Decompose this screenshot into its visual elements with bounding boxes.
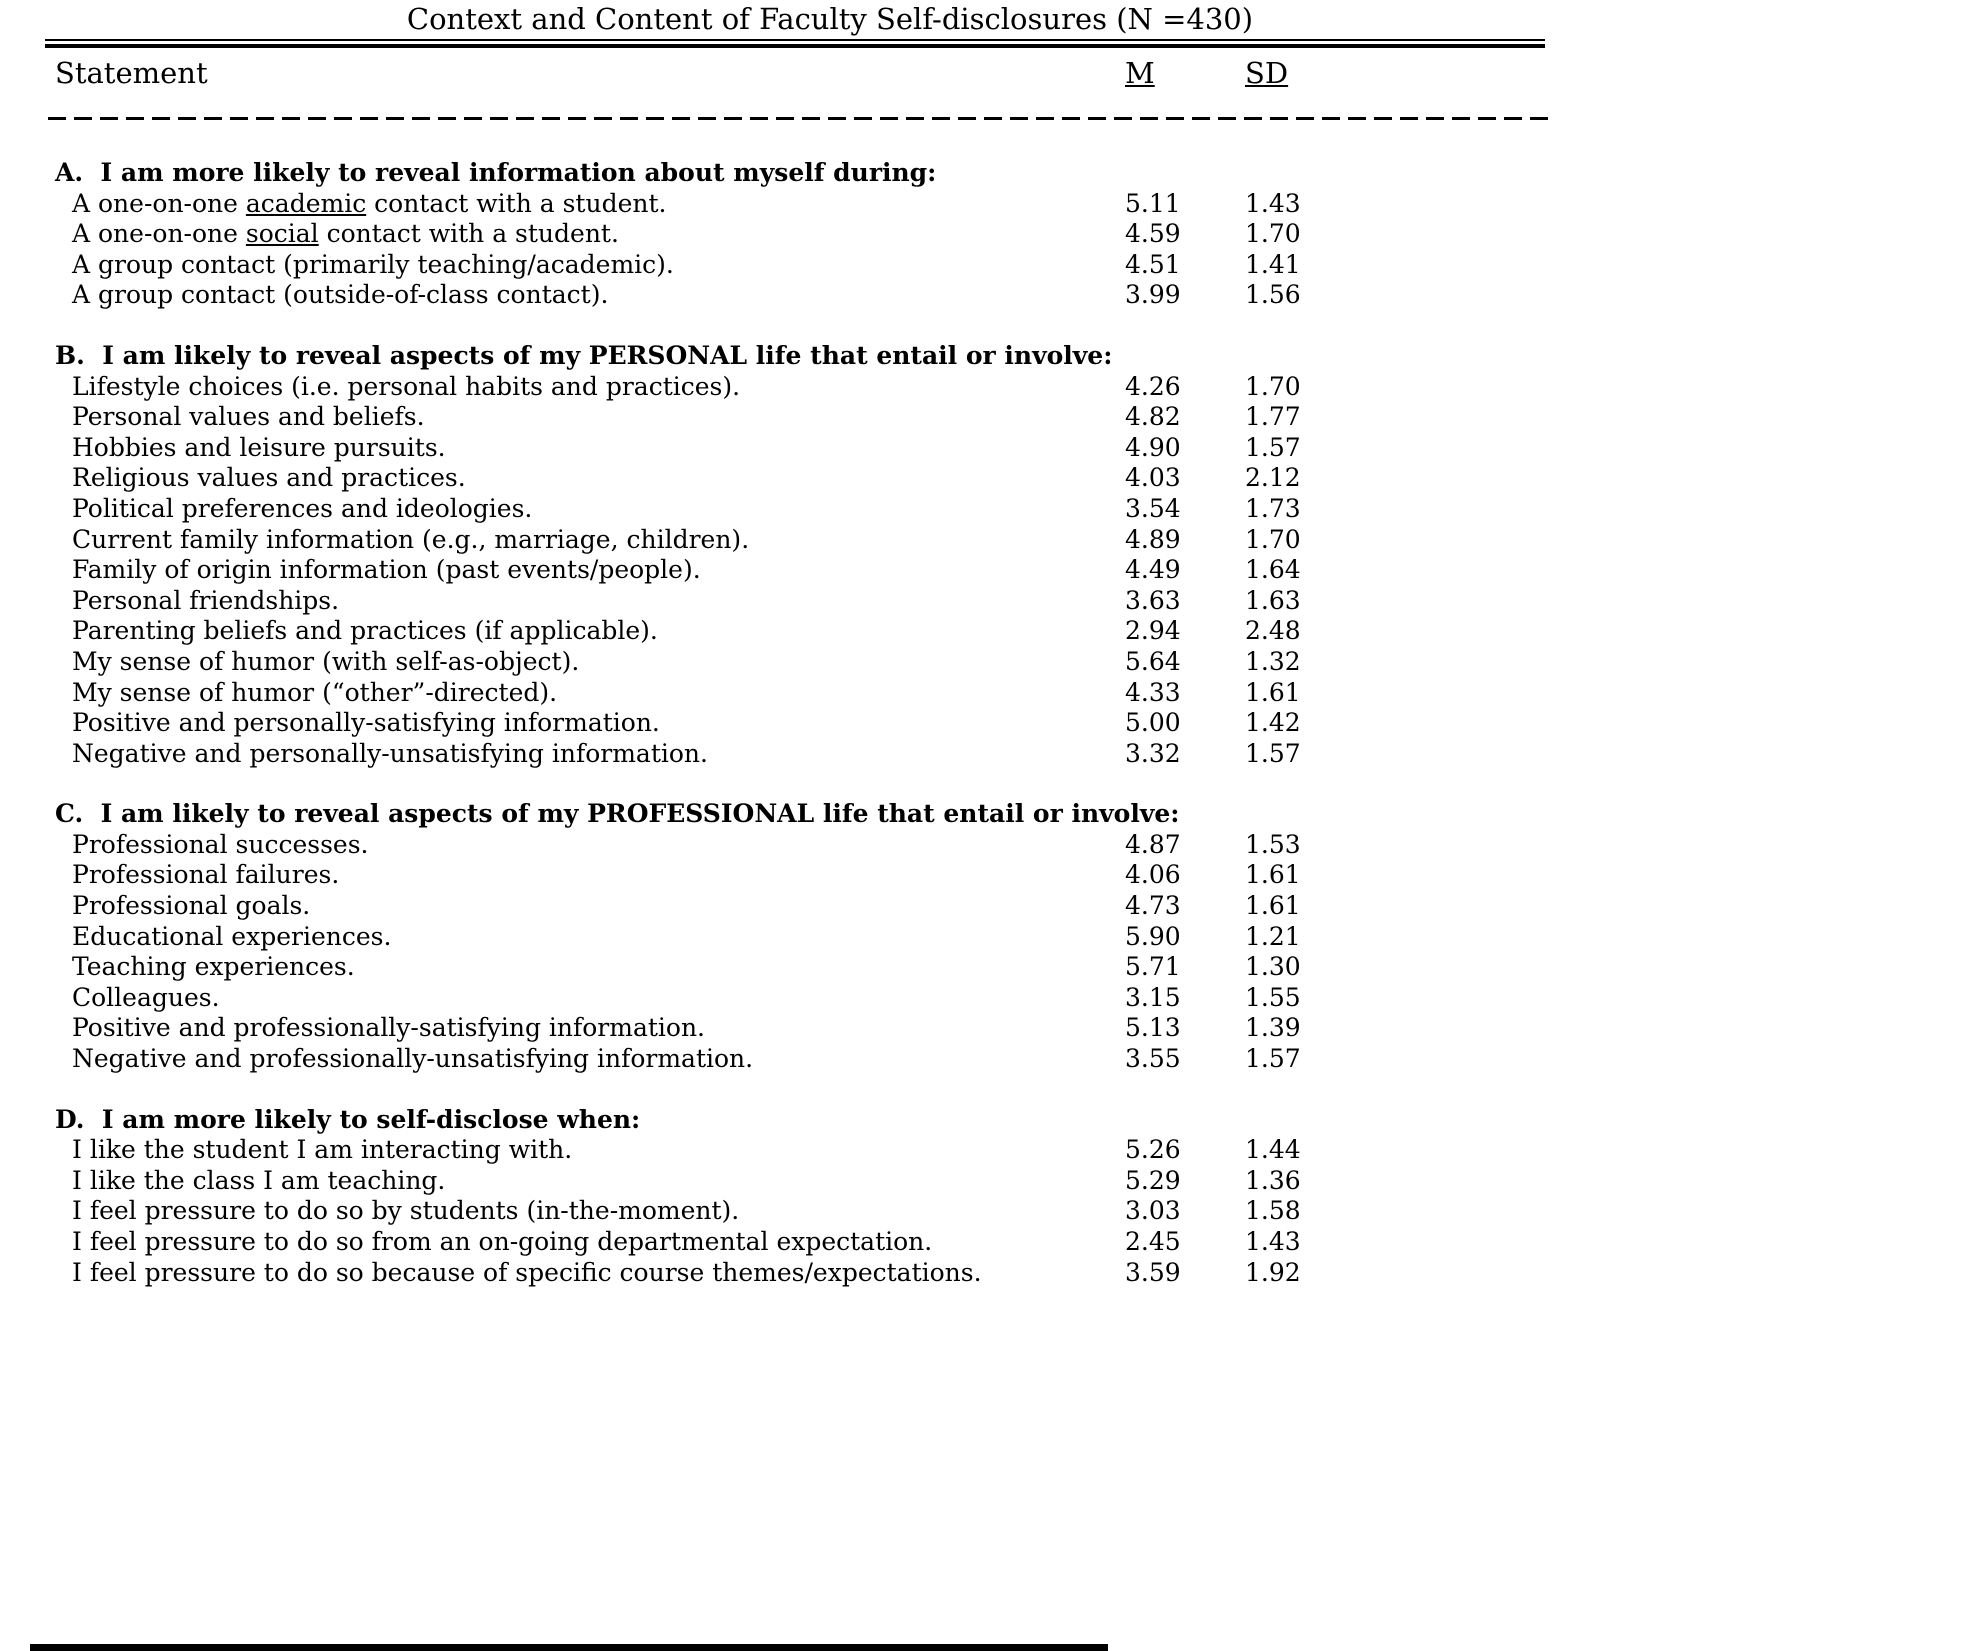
top-rule bbox=[45, 39, 1545, 48]
underlined-word: social bbox=[245, 219, 319, 249]
column-header-statement: Statement bbox=[55, 56, 208, 90]
m-value: 4.59 bbox=[1125, 219, 1181, 249]
table-row bbox=[55, 891, 1966, 922]
m-value: 3.63 bbox=[1125, 585, 1181, 615]
statement-cell: Educational experiences. bbox=[72, 921, 392, 951]
m-value: 3.54 bbox=[1125, 493, 1181, 523]
m-value: 4.03 bbox=[1125, 463, 1181, 493]
table-row bbox=[55, 616, 1966, 647]
m-value: 5.00 bbox=[1125, 708, 1181, 738]
table-section bbox=[55, 1105, 1966, 1289]
m-value: 4.33 bbox=[1125, 677, 1181, 707]
statement-cell: Professional goals. bbox=[72, 891, 311, 921]
table-row bbox=[55, 1196, 1966, 1227]
sd-value: 1.64 bbox=[1245, 555, 1301, 585]
statement-cell: Positive and professionally-satisfying information. bbox=[72, 1013, 706, 1043]
bottom-rule bbox=[30, 1644, 1108, 1651]
table-section bbox=[55, 799, 1966, 1074]
m-value: 4.51 bbox=[1125, 249, 1181, 279]
sd-value: 1.70 bbox=[1245, 219, 1301, 249]
statement-cell: Personal friendships. bbox=[72, 585, 340, 615]
m-value: 2.94 bbox=[1125, 616, 1181, 646]
table-row bbox=[55, 219, 1966, 250]
statement-cell: I like the student I am interacting with. bbox=[72, 1135, 573, 1165]
column-header-sd-cell bbox=[1245, 55, 1966, 91]
table-row bbox=[55, 1044, 1966, 1075]
statement-cell: I like the class I am teaching. bbox=[72, 1165, 446, 1195]
table-row bbox=[55, 739, 1966, 770]
table-row bbox=[55, 952, 1966, 983]
table-row bbox=[55, 1227, 1966, 1258]
m-value: 4.89 bbox=[1125, 524, 1181, 554]
statement-cell: Parenting beliefs and practices (if applicable). bbox=[72, 616, 658, 646]
statement-text: contact with a student. bbox=[318, 219, 619, 249]
statement-cell bbox=[55, 189, 1125, 220]
sd-value: 1.55 bbox=[1245, 982, 1301, 1012]
statement-cell: A group contact (primarily teaching/academic). bbox=[72, 249, 674, 279]
sd-value: 1.36 bbox=[1245, 1165, 1301, 1195]
table-row bbox=[55, 983, 1966, 1014]
section-header: C. I am likely to reveal aspects of my PROFESSIONAL life that entail or involve: bbox=[55, 799, 1180, 829]
table-row bbox=[55, 463, 1966, 494]
section-header: D. I am more likely to self-disclose when: bbox=[55, 1104, 641, 1134]
statement-cell: Family of origin information (past events/people). bbox=[72, 555, 701, 585]
sd-value: 1.44 bbox=[1245, 1135, 1301, 1165]
sd-value: 1.56 bbox=[1245, 280, 1301, 310]
table-row bbox=[55, 1013, 1966, 1044]
table-row bbox=[55, 1166, 1966, 1197]
statement-cell: Professional failures. bbox=[72, 860, 340, 890]
table-row bbox=[55, 647, 1966, 678]
sd-value: 1.43 bbox=[1245, 1227, 1301, 1256]
section-header: A. I am more likely to reveal information about myself during: bbox=[55, 158, 937, 187]
m-value: 5.90 bbox=[1125, 921, 1181, 951]
table-row bbox=[55, 525, 1966, 556]
m-value: 3.99 bbox=[1125, 280, 1181, 310]
statement-cell: Negative and professionally-unsatisfying information. bbox=[72, 1044, 754, 1074]
statement-cell: Hobbies and leisure pursuits. bbox=[72, 432, 446, 462]
table-row bbox=[55, 372, 1966, 403]
m-value: 5.64 bbox=[1125, 646, 1181, 676]
sd-value: 1.39 bbox=[1245, 1013, 1301, 1043]
sd-value: 1.21 bbox=[1245, 921, 1301, 951]
column-header-row bbox=[55, 55, 1966, 91]
statement-cell bbox=[55, 219, 1125, 250]
section-header: B. I am likely to reveal aspects of my PERSONAL life that entail or involve: bbox=[55, 340, 1113, 370]
sd-value: 1.63 bbox=[1245, 585, 1301, 615]
sd-value: 2.48 bbox=[1245, 616, 1301, 646]
statement-cell: Political preferences and ideologies. bbox=[72, 493, 533, 523]
sd-value: 1.70 bbox=[1245, 524, 1301, 554]
sd-value: 1.58 bbox=[1245, 1196, 1301, 1226]
statement-cell: Teaching experiences. bbox=[72, 952, 355, 982]
sd-value: 1.61 bbox=[1245, 677, 1301, 707]
sd-value: 1.61 bbox=[1245, 860, 1301, 890]
m-value: 3.03 bbox=[1125, 1196, 1181, 1226]
table-section bbox=[55, 341, 1966, 769]
statement-cell: Current family information (e.g., marriage, children). bbox=[72, 524, 750, 554]
table-row bbox=[55, 189, 1966, 220]
column-header-m-cell bbox=[1125, 55, 1245, 91]
statement-cell: A group contact (outside-of-class contact). bbox=[72, 280, 609, 310]
underlined-word: academic bbox=[245, 188, 367, 218]
sd-value: 1.73 bbox=[1245, 493, 1301, 523]
sd-value: 1.30 bbox=[1245, 952, 1301, 982]
table-body bbox=[55, 158, 1966, 1288]
sd-value: 1.57 bbox=[1245, 738, 1301, 768]
statement-cell: Religious values and practices. bbox=[72, 463, 466, 493]
column-header-sd: SD bbox=[1245, 56, 1289, 90]
sd-value: 2.12 bbox=[1245, 463, 1301, 493]
sd-value: 1.70 bbox=[1245, 371, 1301, 401]
m-value: 4.82 bbox=[1125, 402, 1181, 432]
table-row bbox=[55, 860, 1966, 891]
table-row bbox=[55, 555, 1966, 586]
sd-value: 1.42 bbox=[1245, 708, 1301, 738]
dashed-separator bbox=[48, 117, 1548, 120]
statement-cell: I feel pressure to do so because of specific course themes/expectations. bbox=[72, 1257, 982, 1287]
m-value: 5.26 bbox=[1125, 1135, 1181, 1165]
m-value: 5.71 bbox=[1125, 952, 1181, 982]
m-value: 5.11 bbox=[1125, 188, 1181, 218]
statement-cell: Colleagues. bbox=[72, 982, 220, 1012]
table-section bbox=[55, 158, 1966, 311]
sd-value: 1.43 bbox=[1245, 188, 1301, 218]
m-value: 3.32 bbox=[1125, 738, 1181, 768]
statement-cell: Personal values and beliefs. bbox=[72, 402, 425, 432]
sd-value: 1.61 bbox=[1245, 891, 1301, 921]
statement-text: A one-on-one bbox=[72, 188, 246, 218]
m-value: 4.87 bbox=[1125, 829, 1181, 859]
table-row bbox=[55, 402, 1966, 433]
m-value: 3.15 bbox=[1125, 982, 1181, 1012]
table-row bbox=[55, 433, 1966, 464]
m-value: 4.26 bbox=[1125, 371, 1181, 401]
table-row bbox=[55, 1135, 1966, 1166]
table-row bbox=[55, 1258, 1966, 1289]
statement-cell: Professional successes. bbox=[72, 829, 369, 859]
statement-cell: I feel pressure to do so from an on-going departmental expectation. bbox=[72, 1227, 933, 1256]
table-row bbox=[55, 494, 1966, 525]
column-header-m: M bbox=[1125, 56, 1155, 90]
table-row bbox=[55, 922, 1966, 953]
sd-value: 1.53 bbox=[1245, 829, 1301, 859]
m-value: 4.73 bbox=[1125, 891, 1181, 921]
statement-cell: Positive and personally-satisfying information. bbox=[72, 708, 660, 738]
m-value: 3.55 bbox=[1125, 1044, 1181, 1074]
m-value: 4.49 bbox=[1125, 555, 1181, 585]
m-value: 3.59 bbox=[1125, 1257, 1181, 1287]
table-row bbox=[55, 250, 1966, 281]
sd-value: 1.41 bbox=[1245, 249, 1301, 279]
statement-cell: My sense of humor (“other”-directed). bbox=[72, 677, 558, 707]
table-row bbox=[55, 586, 1966, 617]
table-row bbox=[55, 678, 1966, 709]
sd-value: 1.77 bbox=[1245, 402, 1301, 432]
statement-text: A one-on-one bbox=[72, 219, 246, 249]
m-value: 4.06 bbox=[1125, 860, 1181, 890]
table-row bbox=[55, 280, 1966, 311]
m-value: 2.45 bbox=[1125, 1227, 1181, 1256]
m-value: 5.13 bbox=[1125, 1013, 1181, 1043]
table-title: Context and Content of Faculty Self-disclosures (N =430) bbox=[406, 2, 1254, 36]
sd-value: 1.57 bbox=[1245, 432, 1301, 462]
sd-value: 1.32 bbox=[1245, 646, 1301, 676]
m-value: 4.90 bbox=[1125, 432, 1181, 462]
sd-value: 1.57 bbox=[1245, 1044, 1301, 1074]
statement-cell: My sense of humor (with self-as-object). bbox=[72, 646, 580, 676]
sd-value: 1.92 bbox=[1245, 1257, 1301, 1287]
table-row bbox=[55, 830, 1966, 861]
statement-cell: I feel pressure to do so by students (in-the-moment). bbox=[72, 1196, 740, 1226]
table-row bbox=[55, 708, 1966, 739]
statement-cell: Negative and personally-unsatisfying information. bbox=[72, 738, 708, 768]
statement-cell: Lifestyle choices (i.e. personal habits and practices). bbox=[72, 371, 741, 401]
statement-text: contact with a student. bbox=[366, 188, 667, 218]
m-value: 5.29 bbox=[1125, 1165, 1181, 1195]
